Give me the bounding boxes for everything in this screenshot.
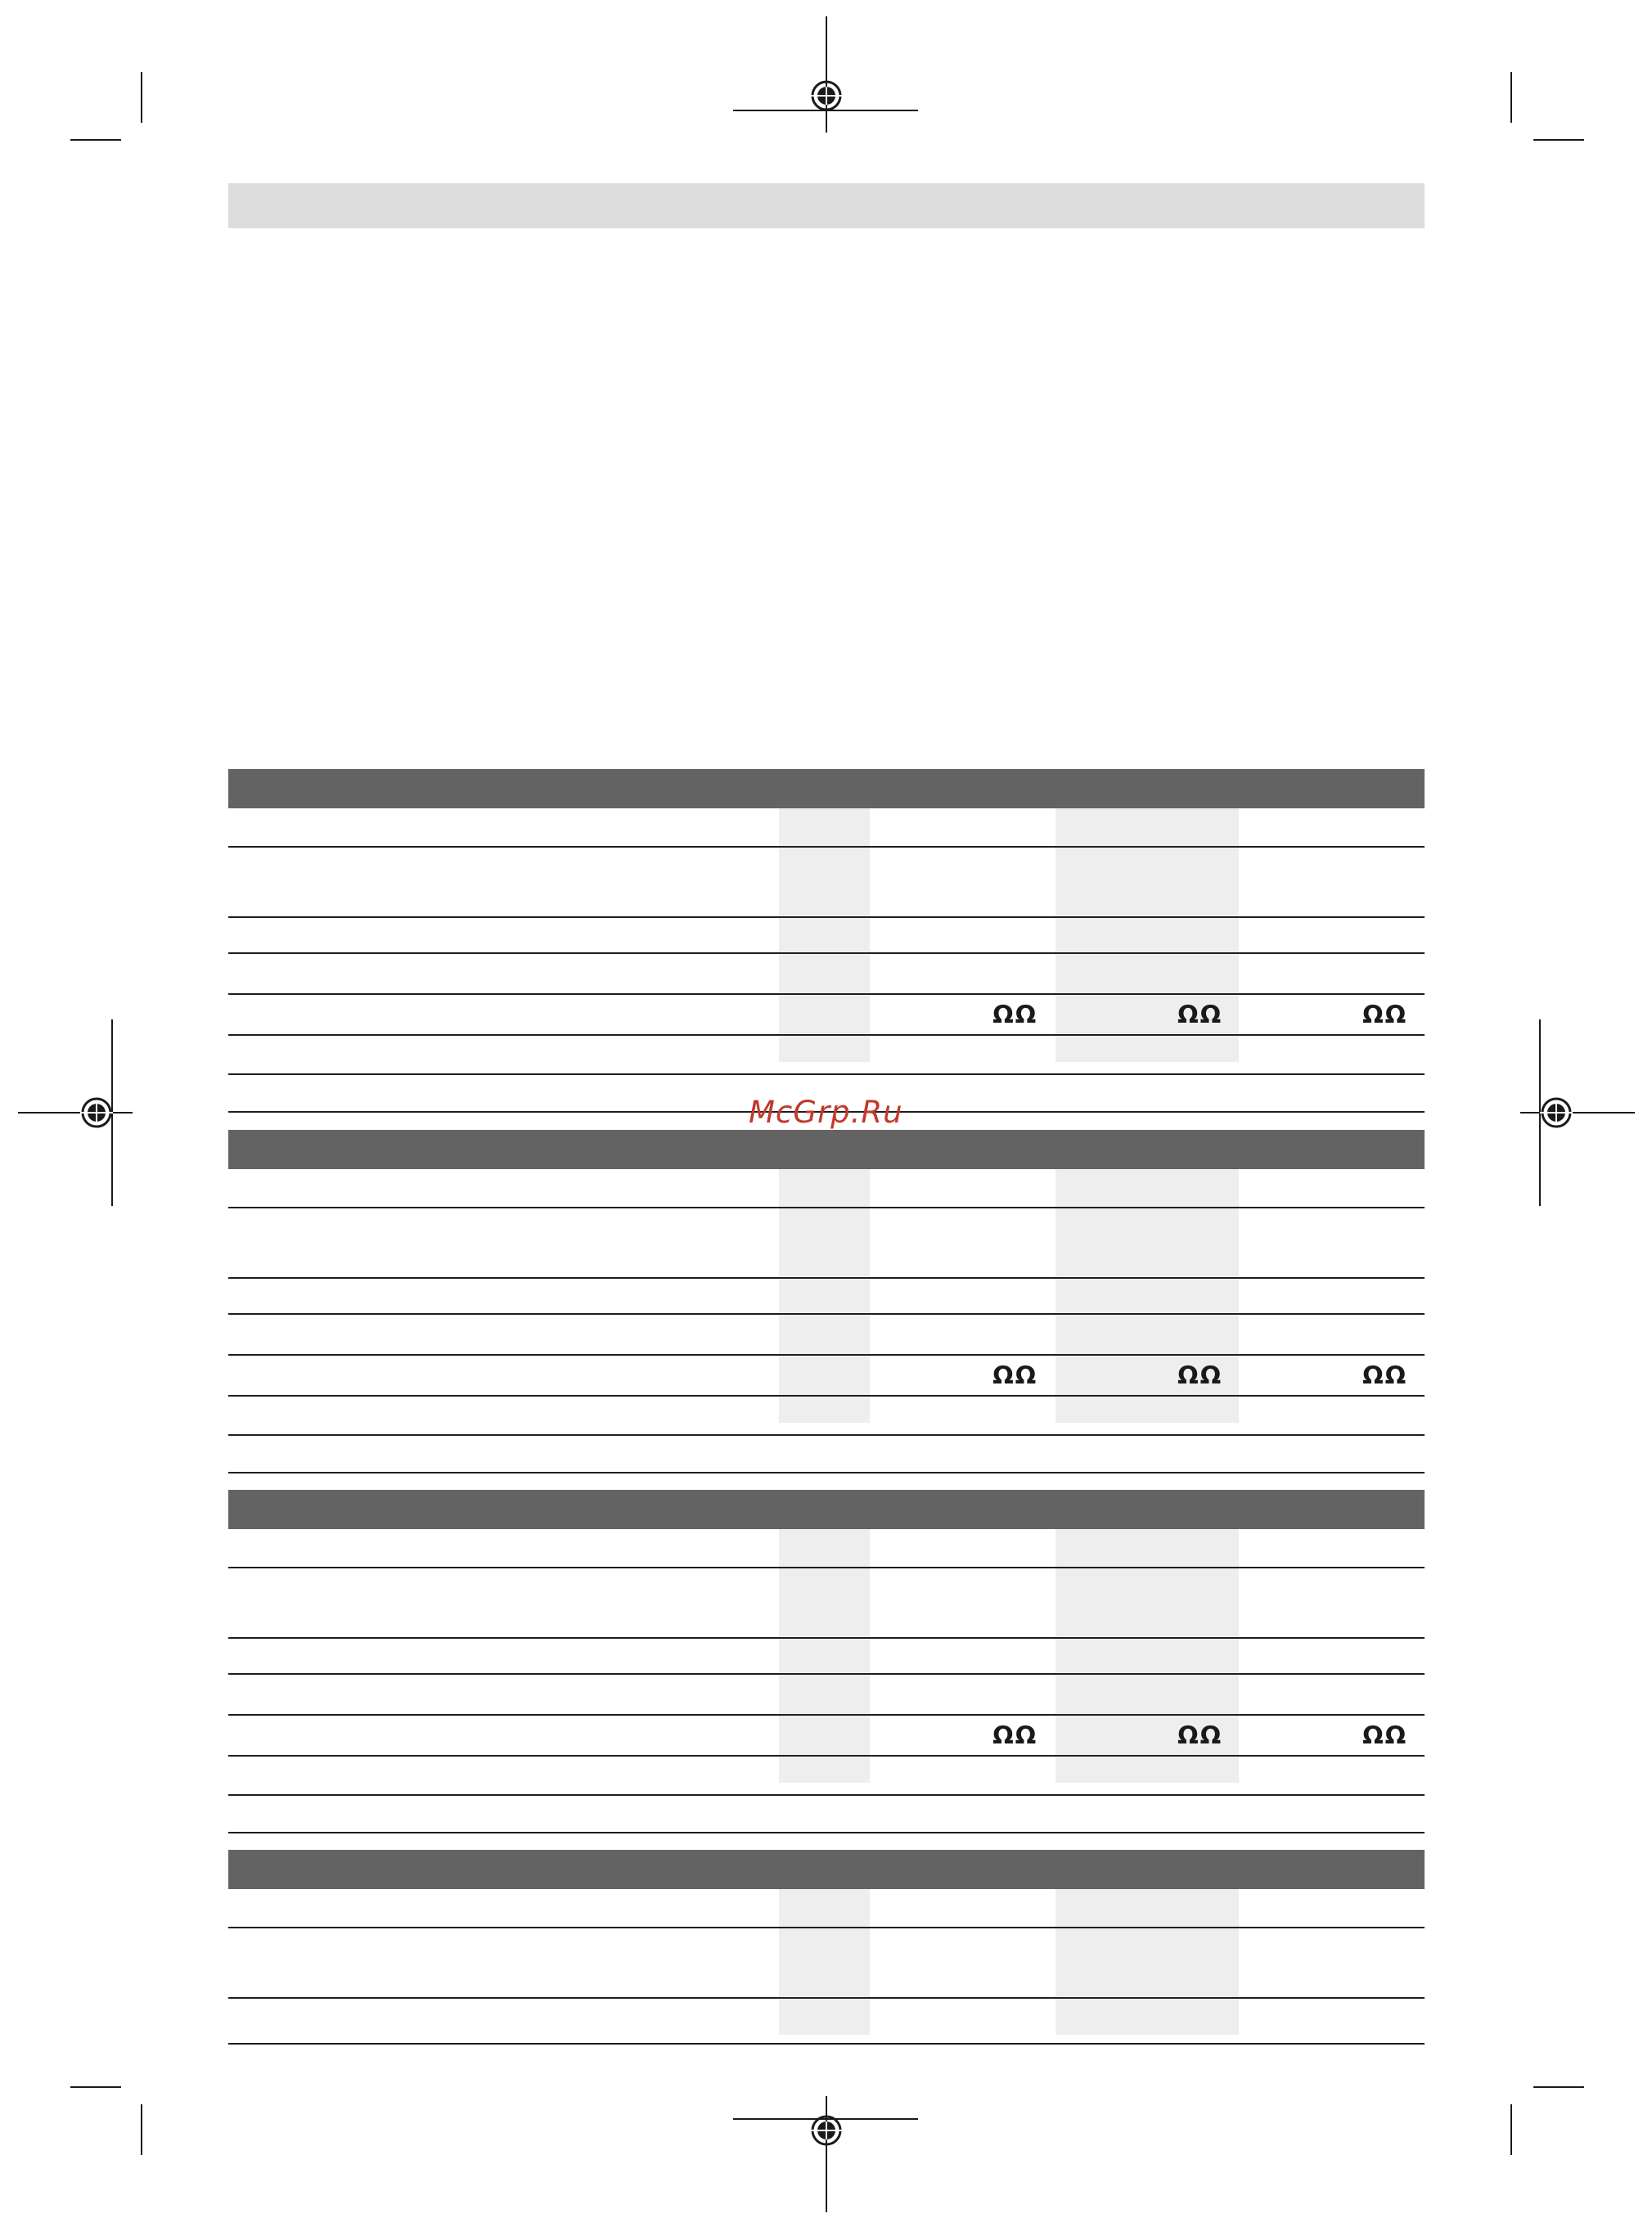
row-divider [228, 1997, 1425, 1999]
row-divider [228, 952, 1425, 954]
crop-mark-bottom-left-horizontal [70, 2086, 121, 2088]
row-divider [228, 1354, 1425, 1356]
row-divider [228, 1755, 1425, 1757]
spec-table-4 [228, 1850, 1425, 2046]
crop-mark-bottom-left-vertical [141, 2104, 142, 2155]
crop-mark-bottom-right-horizontal [1533, 2086, 1584, 2088]
watermark-text: McGrp.Ru [749, 1095, 903, 1130]
row-divider [228, 2043, 1425, 2045]
rotation-direction-icon: ΩΩ [1177, 1001, 1223, 1029]
row-divider [228, 1472, 1425, 1473]
table-header-bar [228, 1850, 1425, 1889]
crop-line [18, 1112, 133, 1114]
row-divider [228, 1832, 1425, 1833]
column-shade [779, 1889, 870, 2035]
row-divider [228, 1277, 1425, 1279]
crosshair-registration-icon [810, 79, 843, 112]
row-divider [228, 993, 1425, 995]
row-divider [228, 916, 1425, 918]
rotation-direction-icon: ΩΩ [1362, 1361, 1408, 1390]
page-header-band [228, 183, 1425, 228]
rotation-direction-icon: ΩΩ [1177, 1721, 1223, 1750]
row-divider [228, 1714, 1425, 1716]
rotation-direction-icon: ΩΩ [993, 1001, 1038, 1029]
crop-line [1520, 1112, 1635, 1114]
row-divider [228, 1395, 1425, 1397]
spec-table-2 [228, 1130, 1425, 1473]
crop-mark-top-right-horizontal [1533, 139, 1584, 141]
crop-mark-top-left-vertical [141, 72, 142, 123]
table-header-bar [228, 1130, 1425, 1169]
row-divider [228, 1207, 1425, 1208]
rotation-direction-icon: ΩΩ [1177, 1361, 1223, 1390]
crosshair-registration-icon [1540, 1096, 1573, 1129]
column-shade [1056, 1889, 1239, 2035]
crop-line [826, 16, 827, 133]
row-divider [228, 846, 1425, 848]
rotation-direction-icon: ΩΩ [1362, 1001, 1408, 1029]
spec-table-1 [228, 769, 1425, 1113]
row-divider [228, 1434, 1425, 1436]
row-divider [228, 1637, 1425, 1639]
row-divider [228, 1673, 1425, 1675]
rotation-direction-icon: ΩΩ [1362, 1721, 1408, 1750]
crosshair-registration-icon [810, 2114, 843, 2147]
table-header-bar [228, 769, 1425, 808]
row-divider [228, 1567, 1425, 1568]
row-divider [228, 1794, 1425, 1796]
row-divider [228, 1927, 1425, 1928]
crosshair-registration-icon [80, 1096, 113, 1129]
table-header-bar [228, 1490, 1425, 1529]
rotation-direction-icon: ΩΩ [993, 1361, 1038, 1390]
spec-table-3 [228, 1490, 1425, 1833]
row-divider [228, 1313, 1425, 1315]
crop-mark-bottom-right-vertical [1510, 2104, 1512, 2155]
row-divider [228, 1073, 1425, 1075]
crop-mark-top-right-vertical [1510, 72, 1512, 123]
row-divider [228, 1034, 1425, 1036]
crop-mark-top-left-horizontal [70, 139, 121, 141]
rotation-direction-icon: ΩΩ [993, 1721, 1038, 1750]
